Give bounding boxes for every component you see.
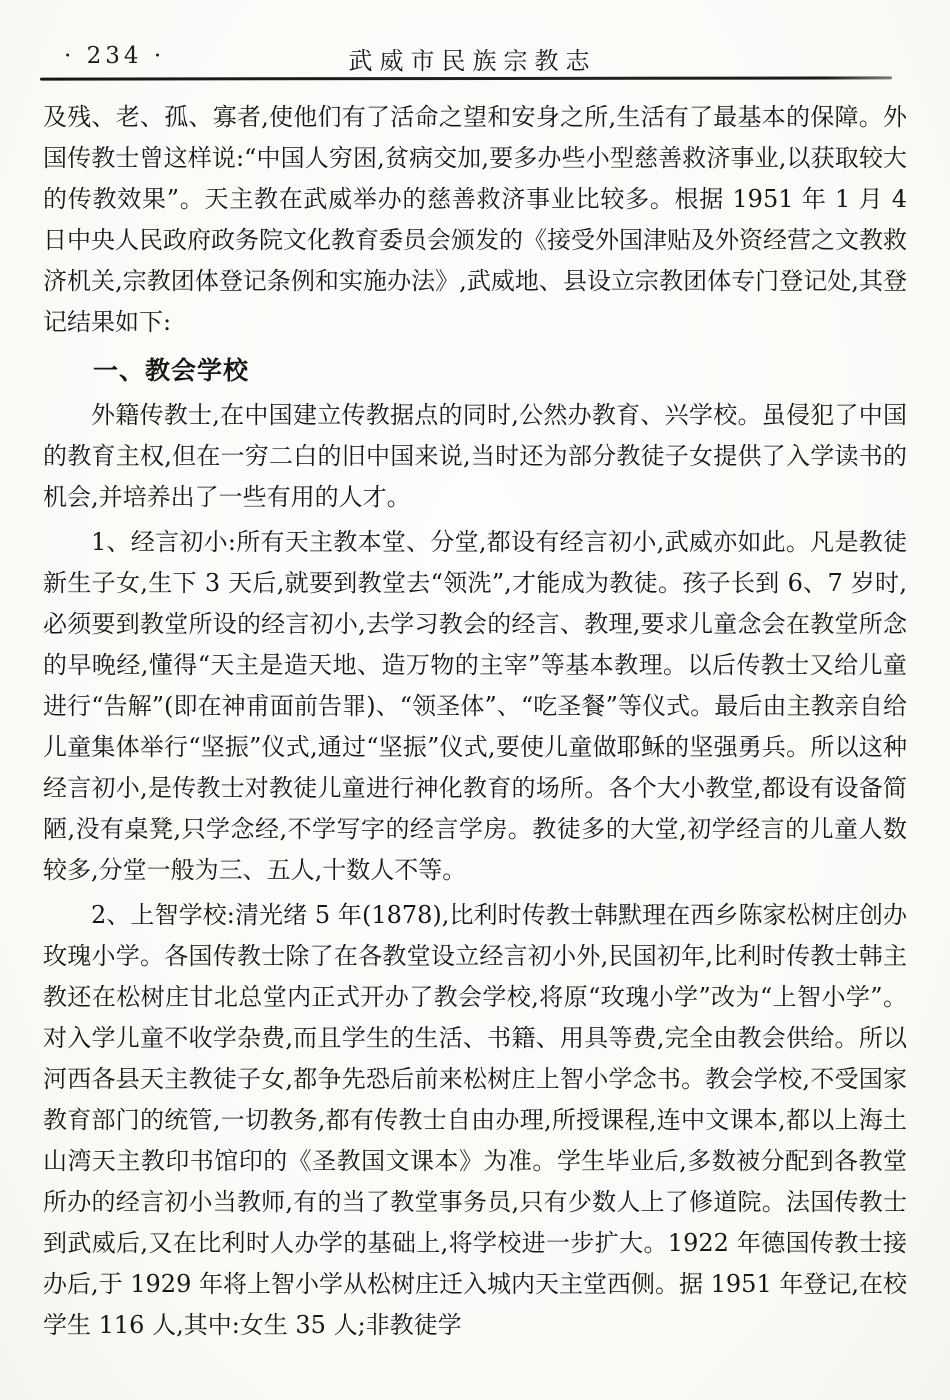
page-number: · 234 · — [64, 43, 166, 69]
running-head — [40, 40, 905, 74]
page-body — [43, 97, 907, 1346]
body-paragraph: 2、上智学校:清光绪 5 年(1878),比利时传教士韩默理在西乡陈家松树庄创办玫瑰小学。各国传教士除了在各教堂设立经言初小外,民国初年,比利时传教士韩主教还在松树庄甘北总堂内正式开办了教会学校,将原“玫瑰小学”改为“上智小学”。对入学儿童不收学杂费,而且学生的生活、书籍、用具等费,完全由教会供给。所以河西各县天主教徒子女,都争先恐后前来松树庄上智小学念书。教会学校,不受国家教育部门的统管,一切教务,都有传教士自由办理,所授课程,连中文课本,都以上海土山湾天主教印书馆印的《圣教国文课本》为准。学生毕业后,多数被分配到各教堂所办的经言初小当教师,有的当了教堂事务员,只有少数人上了修道院。法国传教士到武威后,又在比利时人办学的基础上,将学校进一步扩大。1922 年德国传教士接办后,于 1929 年将上智小学从松树庄迁入城内天主堂西侧。据 1951 年登记,在校学生 116 人,其中:女生 35 人;非教徒学 — [43, 901, 907, 1339]
section-heading: 一、教会学校 — [93, 356, 250, 385]
header-divider — [40, 76, 892, 80]
body-paragraph: 及残、老、孤、寡者,使他们有了活命之望和安身之所,生活有了最基本的保障。外国传教士曾这样说:“中国人穷困,贫病交加,要多办些小型慈善救济事业,以获取较大的传教效果”。天主教在武威举办的慈善救济事业比较多。根据 1951 年 1 月 4 日中央人民政府政务院文化教育委员会颁发的《接受外国津贴及外资经营之文教救济机关,宗教团体登记条例和实施办法》,武威地、县设立宗教团体专门登记处,其登记结果如下: — [43, 103, 907, 336]
book-title: 武威市民族宗教志 — [348, 47, 597, 75]
body-paragraph: 外籍传教士,在中国建立传教据点的同时,公然办教育、兴学校。虽侵犯了中国的教育主权,但在一穷二白的旧中国来说,当时还为部分教徒子女提供了入学读书的机会,并培养出了一些有用的人才。 — [43, 401, 907, 511]
body-paragraph: 1、经言初小:所有天主教本堂、分堂,都设有经言初小,武威亦如此。凡是教徒新生子女,生下 3 天后,就要到教堂去“领洗”,才能成为教徒。孩子长到 6、7 岁时,必须要到教堂所设的经言初小,去学习教会的经言、教理,要求儿童念会在教堂所念的早晚经,懂得“天主是造天地、造万物的主宰”等基本教理。以后传教士又给儿童进行“告解”(即在神甫面前告罪)、“领圣体”、“吃圣餐”等仪式。最后由主教亲自给儿童集体举行“坚振”仪式,通过“坚振”仪式,要使儿童做耶稣的坚强勇兵。所以这种经言初小,是传教士对教徒儿童进行神化教育的场所。各个大小教堂,都设有设备简陋,没有桌凳,只学念经,不学写字的经言学房。教徒多的大堂,初学经言的儿童人数较多,分堂一般为三、五人,十数人不等。 — [43, 528, 907, 884]
